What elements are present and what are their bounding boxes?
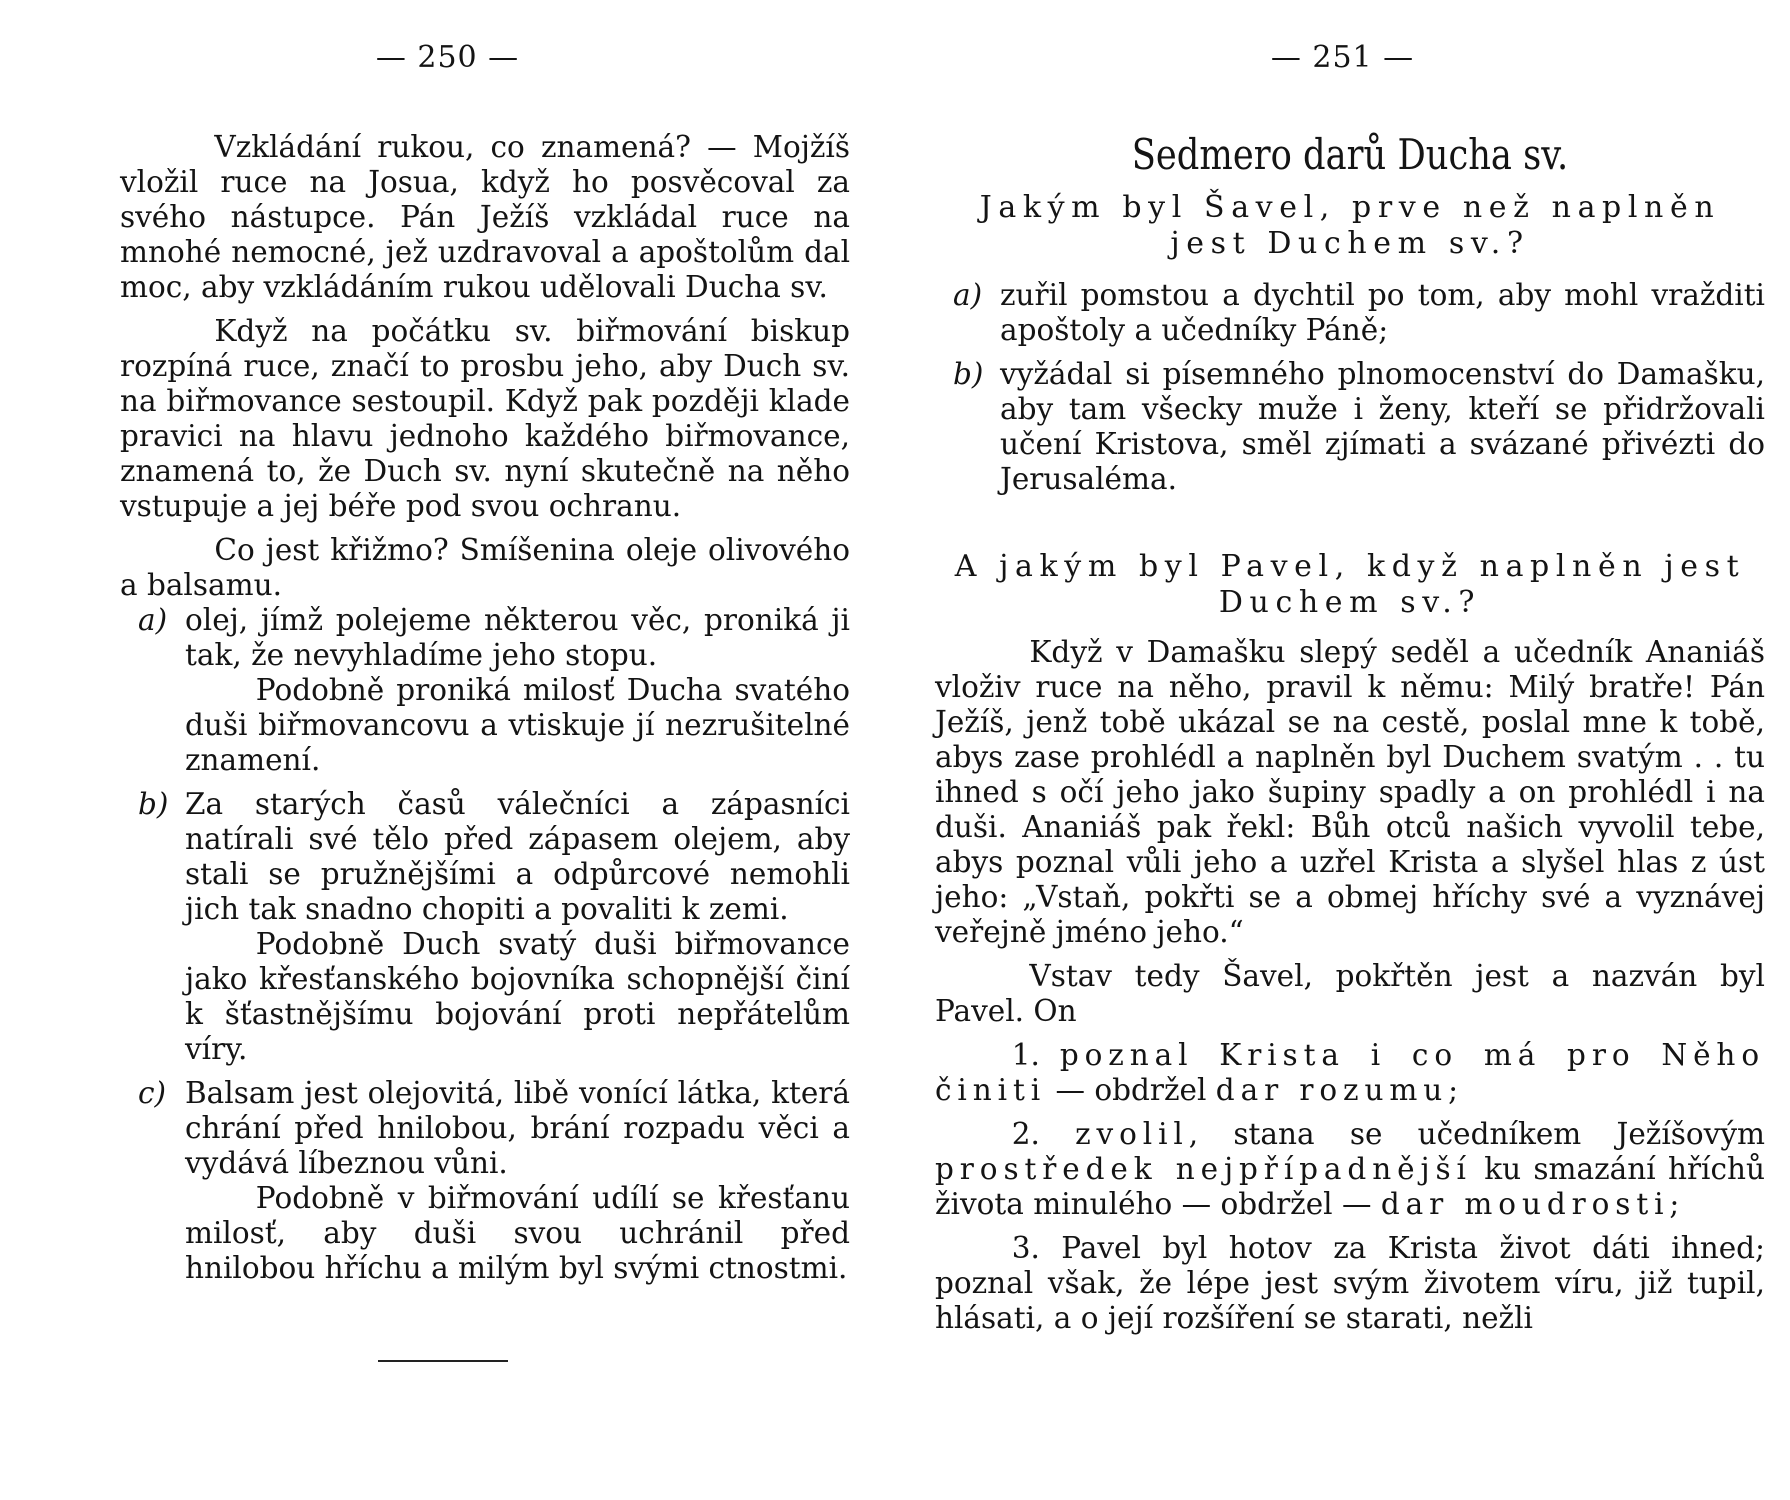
- list-item: [935, 278, 1765, 348]
- spaced-text: zvolil: [1075, 1117, 1189, 1151]
- paragraph: Vzkládání rukou, co znamená? — Mojžíš vložil ruce na Josua, když ho posvěcoval za svého nástupce. Pán Ježíš vzkládal ruce na mnohé nemocné, jež uzdravoval a apoštolům dal moc, aby vzkládáním rukou udělovali Ducha sv.: [120, 130, 850, 304]
- list-item: [120, 603, 850, 778]
- item-text: Balsam jest olejovitá, libě vonící látka, která chrání před hnilobou, brání rozpadu věci a vydává líbeznou vůni.: [185, 1076, 850, 1180]
- item-marker: c): [138, 1076, 167, 1110]
- list-item: [935, 357, 1765, 497]
- paragraph: Když v Damašku slepý seděl a učedník Ananiáš vloživ ruce na něho, pravil k němu: Milý bratře! Pán Ježíš, jenž tobě ukázal se na cestě, poslal mne k tobě, abys zase prohlédl a naplněn byl Duchem svatým . . tu ihned s očí jeho jako šupiny spadly a on prohlédl i na duši. Ananiáš pak řekl: Bůh otců našich vyvolil tebe, abys poznal vůli jeho a uzřel Krista a slyšel hlas z úst jeho: „Vstaň, pokřti se a obmej hříchy své a vyznávej veřejně jméno jeho.“: [935, 635, 1765, 949]
- item-text: olej, jímž polejeme některou věc, proniká ji tak, že nevyhladíme jeho stopu.: [185, 603, 850, 672]
- point-text: ;: [1669, 1187, 1680, 1221]
- gift-name: dar rozumu: [1215, 1073, 1449, 1107]
- question-heading: Jakým byl Šavel, prve než naplněn jest Duchem sv.?: [979, 190, 1721, 261]
- numbered-point: [935, 1117, 1765, 1222]
- item-text: vyžádal si písemného plnomocenství do Damašku, aby tam všecky muže i ženy, kteří se přidržovali učení Kristova, směl zjímati a svázané přivézti do Jerusaléma.: [1000, 357, 1765, 496]
- item-subtext: Podobně v biřmování udílí se křesťanu milosť, aby duši svou uchránil před hnilobou hříchu a milým byl svými ctnostmi.: [185, 1181, 850, 1285]
- section-heading: Sedmero darů Ducha sv.: [1131, 130, 1569, 179]
- paragraph: Vstav tedy Šavel, pokřtěn jest a nazván byl Pavel. On: [935, 959, 1765, 1028]
- list-item: [120, 787, 850, 1067]
- point-text: , stana se učedníkem Ježíšovým: [1188, 1117, 1765, 1151]
- question-heading: A jakým byl Pavel, když naplněn jest Duchem sv.?: [954, 549, 1746, 620]
- gift-name: dar moudrosti: [1380, 1187, 1670, 1221]
- paragraph: Co jest křižmo? Smíšenina oleje olivového a balsamu.: [120, 533, 850, 602]
- item-subtext: Podobně proniká milosť Ducha svatého duši biřmovancovu a vtiskuje jí nezrušitelné znamení.: [185, 673, 850, 777]
- right-page: [895, 0, 1790, 1500]
- end-rule: [378, 1360, 508, 1362]
- item-text: zuřil pomstou a dychtil po tom, aby mohl vražditi apoštoly a učedníky Páně;: [1000, 278, 1765, 347]
- item-subtext: Podobně Duch svatý duši biřmovance jako křesťanského bojovníka schopnější činí k šťastnějšímu bojování proti nepřátelům víry.: [185, 927, 850, 1066]
- item-marker: a): [953, 278, 983, 312]
- item-text: Za starých časů válečníci a zápasníci natírali své tělo před zápasem olejem, aby stali se pružnějšími a odpůrcové nemohli jich tak snadno chopiti a povaliti k zemi.: [185, 787, 850, 926]
- numbered-point: [935, 1038, 1765, 1108]
- item-marker: b): [953, 357, 984, 391]
- point-number: 2.: [1011, 1117, 1040, 1151]
- point-text: — obdržel: [1046, 1073, 1216, 1107]
- item-marker: a): [138, 603, 168, 637]
- point-number: 1.: [1011, 1038, 1040, 1072]
- spaced-text: poznal Krista i co má pro Něho činiti: [935, 1038, 1765, 1107]
- paragraph: Když na počátku sv. biřmování biskup rozpíná ruce, značí to prosbu jeho, aby Duch sv. na biřmovance sestoupil. Když pak později klade pravici na hlavu jednoho každého biřmovance, znamená to, že Duch sv. nyní skutečně na něho vstupuje a jej béře pod svou ochranu.: [120, 314, 850, 523]
- numbered-point: 3. Pavel byl hotov za Krista život dáti ihned; poznal však, že lépe jest svým životem víru, již tupil, hlásati, a o její rozšíření se starati, nežli: [935, 1231, 1765, 1335]
- point-text: ;: [1448, 1073, 1459, 1107]
- right-text-column: [935, 130, 1765, 1336]
- page-number: — 250 —: [375, 40, 520, 75]
- item-marker: b): [138, 787, 169, 821]
- spaced-text: prostředek nejpřípadnější: [935, 1152, 1472, 1186]
- left-text-column: [120, 130, 850, 1286]
- list-item: [120, 1076, 850, 1286]
- point-text: ku smazání hříchů života minulého — obdržel —: [935, 1152, 1766, 1221]
- page-number: — 251 —: [1270, 40, 1415, 75]
